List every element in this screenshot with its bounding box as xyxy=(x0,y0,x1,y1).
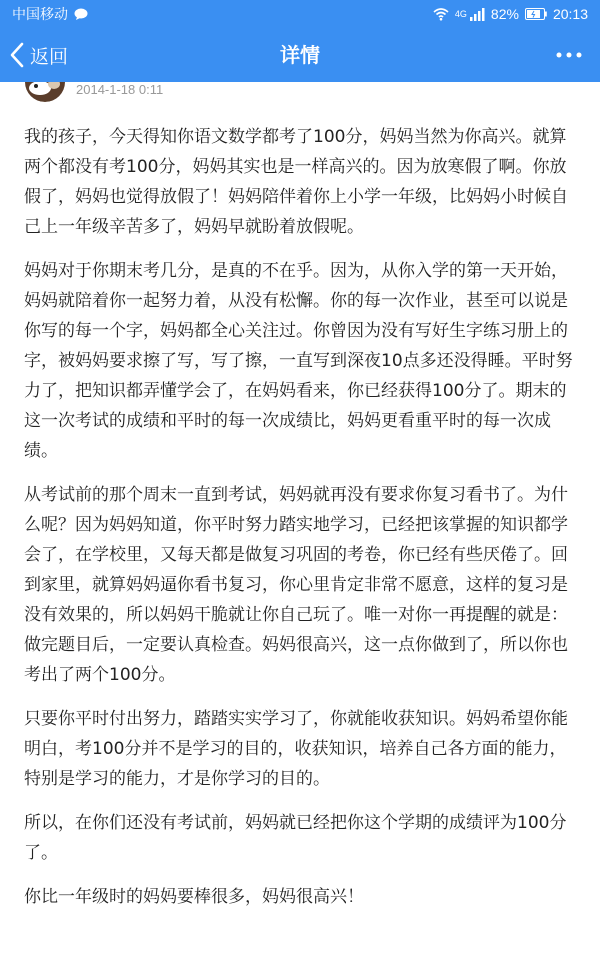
network-type-label: 4G xyxy=(454,9,467,19)
back-chevron-icon xyxy=(8,42,26,68)
more-dots-icon xyxy=(556,52,582,58)
avatar[interactable] xyxy=(22,82,68,102)
status-bar xyxy=(0,0,600,28)
battery-icon xyxy=(525,8,547,20)
wifi-icon xyxy=(433,7,449,21)
paragraph: 妈妈对于你期末考几分，是真的不在乎。因为，从你入学的第一天开始，妈妈就陪着你一起努力着，从没有松懈。你的每一次作业，甚至可以说是你写的每一个字，妈妈都全心关注过。你曾因为没有写好生字练习册上的字，被妈妈要求擦了写，写了擦，一直写到深夜10点多还没得睡。平时努力了，把知识都弄懂学会了，在妈妈看来，你已经获得100分了。期末的这一次考试的成绩和平时的每一次成绩比，妈妈更看重平时的每一次成绩。 xyxy=(24,261,573,461)
paragraph: 所以，在你们还没有考试前，妈妈就已经把你这个学期的成绩评为100分了。 xyxy=(24,813,567,863)
battery-percent: 82% xyxy=(490,6,519,22)
status-right xyxy=(433,6,588,22)
paragraph: 从考试前的那个周末一直到考试，妈妈就再没有要求你复习看书了。为什么呢？因为妈妈知道，你平时努力踏实地学习，已经把该掌握的知识都学会了，在学校里，又每天都是做复习巩固的考卷，你已经有些厌倦了。回到家里，就算妈妈逼你看书复习，你心里肯定非常不愿意，这样的复习是没有效果的，所以妈妈干脆就让你自己玩了。唯一对你一再提醒的就是：做完题目后，一定要认真检查。妈妈很高兴，这一点你做到了，所以你也考出了两个100分。 xyxy=(24,485,568,685)
clock-time: 20:13 xyxy=(552,6,588,22)
nav-bar xyxy=(0,28,600,82)
page-title: 详情 xyxy=(280,43,320,67)
avatar-image xyxy=(22,82,68,102)
status-left xyxy=(12,4,88,24)
article-body xyxy=(24,122,580,926)
wechat-notification-icon xyxy=(74,8,88,20)
paragraph: 只要你平时付出努力，踏踏实实学习了，你就能收获知识。妈妈希望你能明白，考100分并不是学习的目的，收获知识，培养自己各方面的能力，特别是学习的能力，才是你学习的目的。 xyxy=(24,709,568,789)
back-button[interactable] xyxy=(8,28,68,82)
paragraph: 我的孩子，今天得知你语文数学都考了100分，妈妈当然为你高兴。就算两个都没有考100分，妈妈其实也是一样高兴的。因为放寒假了啊。你放假了，妈妈也觉得放假了！妈妈陪伴着你上小学一年级，比妈妈小时候自己上一年级辛苦多了，妈妈早就盼着放假呢。 xyxy=(24,127,568,237)
post-date: 2014-1-18 0:11 xyxy=(76,82,164,97)
signal-strength-icon xyxy=(469,7,485,21)
post-content xyxy=(0,82,600,960)
more-options-button[interactable] xyxy=(554,28,584,82)
back-label: 返回 xyxy=(30,45,69,68)
paragraph: 你比一年级时的妈妈要棒很多，妈妈很高兴！ xyxy=(24,887,364,907)
carrier-label: 中国移动 xyxy=(12,6,68,22)
